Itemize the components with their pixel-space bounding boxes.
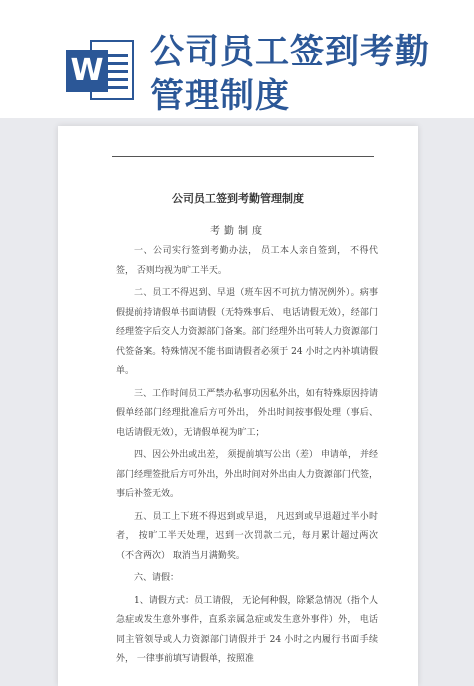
- header-banner: [0, 0, 474, 118]
- word-document-icon: [66, 40, 134, 100]
- paragraph: 1、请假方式：员工请假， 无论何种假，除紧急情况（指个人急症或发生意外事件，直系亲属急症或发生意外事件）外， 电话同主管领导或人力资源部门请假并于 24 小时之内履行书面手续外， 一律事前填写请假单，按照准: [116, 595, 378, 664]
- document-page: [58, 126, 418, 686]
- document-title: 公司员工签到考勤管理制度: [172, 192, 304, 205]
- banner-title: 公司员工签到考勤管理制度: [150, 32, 430, 116]
- paragraph: 一、公司实行签到考勤办法， 员工本人亲自签到， 不得代签， 否则均视为旷工半天。: [116, 246, 378, 276]
- paragraph: 二、员工不得迟到、早退（班车因不可抗力情况例外）。病事假提前持请假单书面请假（无特殊事后、 电话请假无效），经部门经理签字后交人力资源部门备案。部门经理外出可转人力资源部门代签备案。特殊情况不能书面请假者必须于 24 小时之内补填请假单。: [116, 288, 378, 376]
- word-w-badge: W: [66, 50, 108, 92]
- document-body: [116, 242, 378, 673]
- paragraph: 六、请假：: [134, 573, 180, 583]
- paragraph: 五、员工上下班不得迟到或早退， 凡迟到或早退超过半小时者， 按旷工半天处理，迟到一次罚款二元，每月累计超过两次（不含两次） 取消当月满勤奖。: [116, 511, 378, 561]
- paragraph: 三、工作时间员工严禁办私事功因私外出，如有特殊原因持请假单经部门经理批准后方可外出， 外出时间按事假处理（事后、 电话请假无效），无请假单视为旷工；: [116, 388, 378, 438]
- header-rule: [112, 156, 374, 157]
- document-subtitle: 考勤制度: [210, 226, 266, 237]
- paragraph: 四、因公外出或出差， 须提前填写公出（差） 申请单， 并经部门经理签批后方可外出，外出时间对外出由人力资源部门代签，事后补签无效。: [116, 450, 378, 499]
